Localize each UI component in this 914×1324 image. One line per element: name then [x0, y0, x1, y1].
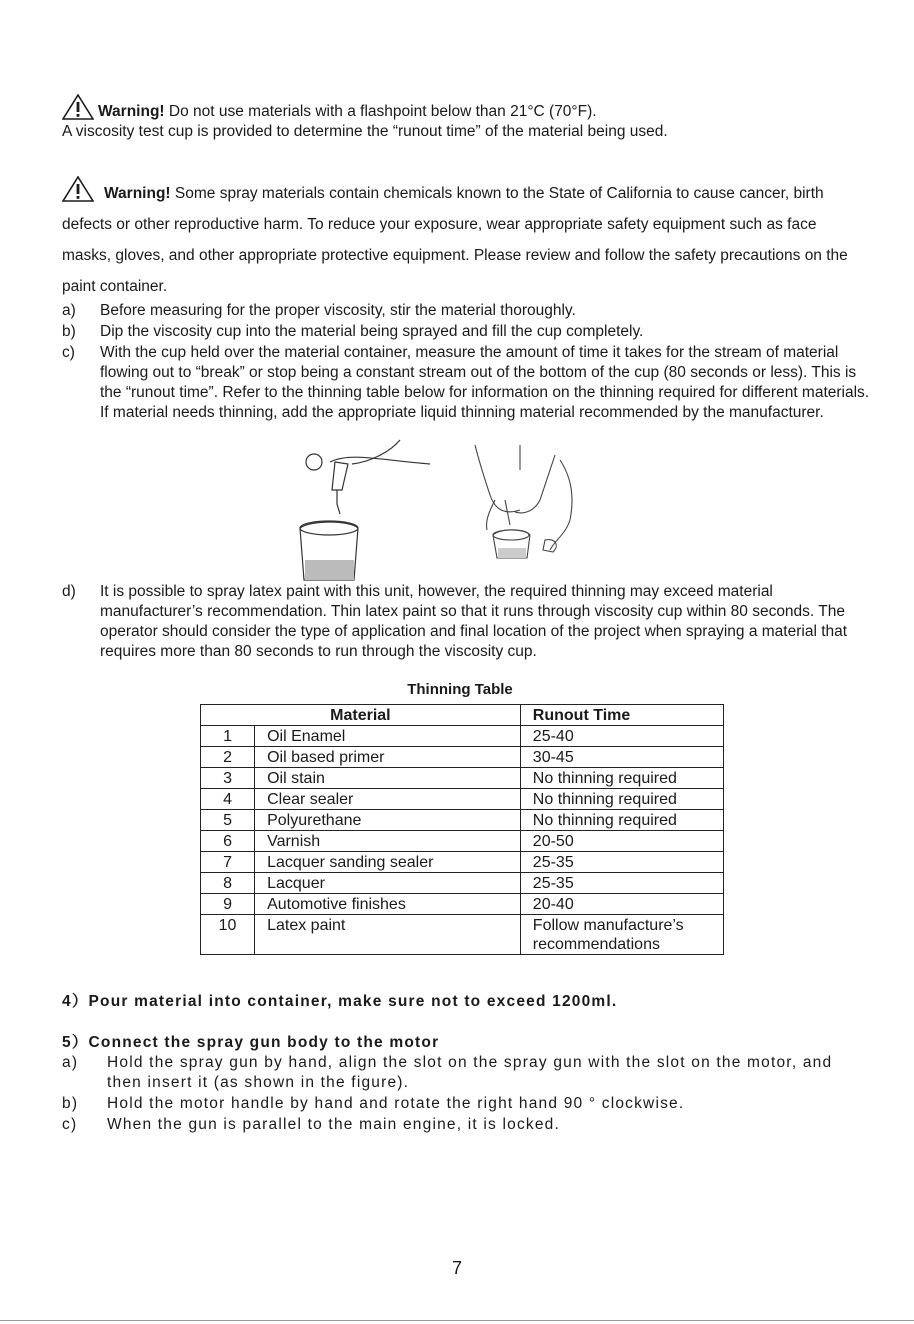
- row-runout: Follow manufacture’s recommendations: [520, 915, 723, 955]
- person-measuring-illustration: [465, 440, 595, 560]
- row-runout: No thinning required: [520, 768, 723, 789]
- row-number: 6: [201, 831, 255, 852]
- section-4-heading: 4）Pour material into container, make sure not to exceed 1200ml.: [62, 993, 618, 1010]
- list-item: [62, 582, 872, 662]
- list-text: Hold the motor handle by hand and rotate the right hand 90 ° clockwise.: [107, 1095, 685, 1112]
- row-number: 9: [201, 894, 255, 915]
- table-row: [201, 768, 724, 789]
- warning-line-2: A viscosity test cup is provided to determine the “runout time” of the material being used.: [62, 123, 668, 140]
- warning-text: Some spray materials contain chemicals known to the State of California to cause cancer, birth defects or other reproductive harm. To reduce your exposure, wear appropriate safety equipment such as face masks, gloves, and other appropriate protective equipment. Please review and follow the safety precautions on the paint container.: [62, 185, 848, 295]
- row-number: 1: [201, 726, 255, 747]
- row-number: 5: [201, 810, 255, 831]
- list-text: Dip the viscosity cup into the material being sprayed and fill the cup completely.: [100, 323, 644, 340]
- header-material: Material: [201, 705, 521, 726]
- list-item: [62, 301, 872, 321]
- table-title: Thinning Table: [407, 681, 513, 698]
- row-number: 10: [201, 915, 255, 955]
- list-marker: c): [62, 1116, 78, 1133]
- warning-line-1: [62, 94, 862, 122]
- table-row: [201, 915, 724, 955]
- list-item: [62, 343, 872, 423]
- viscosity-cup-illustration: [290, 432, 440, 582]
- table-row: [201, 831, 724, 852]
- row-material: Oil stain: [255, 768, 521, 789]
- row-material: Latex paint: [255, 915, 521, 955]
- warning-triangle-icon: [62, 94, 94, 120]
- row-material: Lacquer sanding sealer: [255, 852, 521, 873]
- list-item: [62, 1053, 872, 1093]
- page-number: 7: [451, 1258, 462, 1278]
- row-material: Oil Enamel: [255, 726, 521, 747]
- list-item: [62, 1115, 872, 1135]
- row-material: Varnish: [255, 831, 521, 852]
- warning-label: Warning!: [104, 185, 171, 202]
- list-marker: b): [62, 323, 76, 340]
- latex-note: [62, 582, 872, 663]
- warning-text: Do not use materials with a flashpoint below than 21°C (70°F).: [164, 103, 597, 120]
- row-runout: 25-40: [520, 726, 723, 747]
- list-marker: d): [62, 583, 76, 600]
- list-marker: a): [62, 302, 76, 319]
- row-runout: 25-35: [520, 852, 723, 873]
- connect-steps: [62, 1053, 872, 1136]
- warning-label: Warning!: [98, 103, 165, 120]
- list-text: It is possible to spray latex paint with this unit, however, the required thinning may exceed material manufacturer’s recommendation. Thin latex paint so that it runs through viscosity cup within 80 seconds. The operator should consider the type of application and final location of the project when spraying a material that requires more than 80 seconds to run through the viscosity cup.: [100, 583, 848, 660]
- warning-california: [62, 176, 862, 302]
- row-material: Automotive finishes: [255, 894, 521, 915]
- viscosity-steps: [62, 301, 872, 424]
- row-number: 8: [201, 873, 255, 894]
- thinning-table: [200, 704, 724, 955]
- list-text: When the gun is parallel to the main engine, it is locked.: [107, 1116, 561, 1133]
- row-number: 3: [201, 768, 255, 789]
- row-runout: No thinning required: [520, 810, 723, 831]
- row-material: Lacquer: [255, 873, 521, 894]
- page-edge-divider: [0, 1320, 914, 1321]
- table-row: [201, 873, 724, 894]
- row-material: Polyurethane: [255, 810, 521, 831]
- row-runout: 25-35: [520, 873, 723, 894]
- list-marker: c): [62, 344, 75, 361]
- row-number: 2: [201, 747, 255, 768]
- list-item: [62, 1094, 872, 1114]
- table-row: [201, 747, 724, 768]
- row-material: Oil based primer: [255, 747, 521, 768]
- row-runout: 20-50: [520, 831, 723, 852]
- header-runout: Runout Time: [520, 705, 723, 726]
- row-runout: No thinning required: [520, 789, 723, 810]
- warning-triangle-icon: [62, 176, 94, 202]
- table-row: [201, 852, 724, 873]
- row-number: 7: [201, 852, 255, 873]
- row-runout: 20-40: [520, 894, 723, 915]
- table-header-row: [201, 705, 724, 726]
- list-text: Before measuring for the proper viscosity, stir the material thoroughly.: [100, 302, 576, 319]
- list-marker: b): [62, 1095, 79, 1112]
- table-row: [201, 789, 724, 810]
- table-row: [201, 726, 724, 747]
- table-row: [201, 894, 724, 915]
- row-material: Clear sealer: [255, 789, 521, 810]
- list-text: With the cup held over the material container, measure the amount of time it takes for the stream of material flowing out to “break” or stop being a constant stream out of the bottom of the cup (80 seconds or less). This is the “runout time”. Refer to the thinning table below for information on the thinning required for different materials. If material needs thinning, add the appropriate liquid thinning material recommended by the manufacturer.: [100, 344, 870, 421]
- list-text: Hold the spray gun by hand, align the slot on the spray gun with the slot on the motor, and then insert it (as shown in the figure).: [107, 1054, 833, 1091]
- list-item: [62, 322, 872, 342]
- list-marker: a): [62, 1054, 79, 1071]
- row-number: 4: [201, 789, 255, 810]
- section-5-heading: 5）Connect the spray gun body to the motor: [62, 1034, 440, 1051]
- table-row: [201, 810, 724, 831]
- warning-flashpoint: [62, 94, 862, 142]
- row-runout: 30-45: [520, 747, 723, 768]
